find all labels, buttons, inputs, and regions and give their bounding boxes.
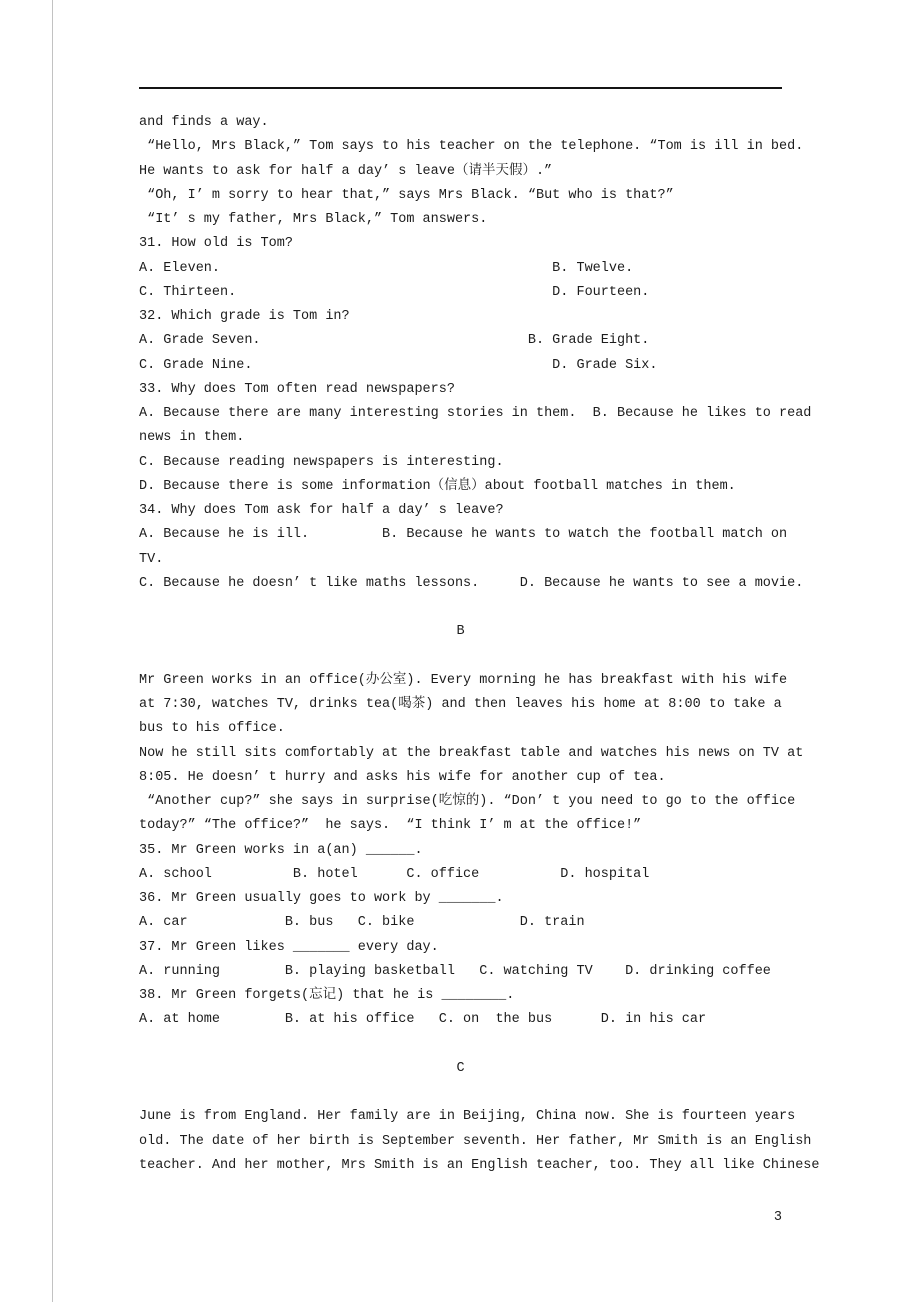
text-line: at 7:30, watches TV, drinks tea(喝茶) and then leaves his home at 8:00 to take a — [139, 697, 782, 712]
text-line: 8:05. He doesn’ t hurry and asks his wife for another cup of tea. — [139, 769, 666, 785]
text-line: TV. — [139, 551, 164, 567]
text-line: A. Because he is ill. B. Because he wants to watch the football match on — [139, 527, 788, 543]
blank-line — [139, 596, 879, 620]
text-line: 34. Why does Tom ask for half a day’ s leave? — [139, 503, 504, 518]
text-line: “Oh, I’ m sorry to hear that,” says Mrs Black. “But who is that?” — [139, 187, 674, 203]
text-line: Now he still sits comfortably at the breakfast table and watches his news on TV at — [139, 745, 804, 761]
section-heading: C — [456, 1060, 465, 1076]
text-line: C. Thirteen. D. Fourteen. — [139, 284, 650, 300]
text-line: “Hello, Mrs Black,” Tom says to his teacher on the telephone. “Tom is ill in bed. — [139, 139, 804, 155]
document-body-text — [139, 111, 879, 1178]
text-line: C. Grade Nine. D. Grade Six. — [139, 357, 658, 373]
text-line: A. Eleven. B. Twelve. — [139, 260, 634, 276]
text-line: A. Grade Seven. B. Grade Eight. — [139, 333, 650, 349]
text-line: news in them. — [139, 430, 245, 446]
blank-line — [139, 645, 879, 669]
text-line: A. at home B. at his office C. on the bus D. in his car — [139, 1012, 707, 1028]
text-line: June is from England. Her family are in Beijing, China now. She is fourteen years — [139, 1109, 796, 1125]
text-line: 38. Mr Green forgets(忘记) that he is ________. — [139, 988, 515, 1003]
text-line: 31. How old is Tom? — [139, 236, 293, 252]
text-line: 36. Mr Green usually goes to work by _______. — [139, 891, 504, 906]
text-line: 35. Mr Green works in a(an) ______. — [139, 842, 423, 858]
blank-line — [139, 1081, 879, 1105]
text-line: A. car B. bus C. bike D. train — [139, 915, 585, 931]
section-heading: B — [456, 624, 465, 640]
text-line: “It’ s my father, Mrs Black,” Tom answers. — [139, 212, 488, 227]
text-line: A. school B. hotel C. office D. hospital — [139, 866, 650, 882]
text-line: Mr Green works in an office(办公室). Every morning he has breakfast with his wife — [139, 672, 788, 688]
header-rule — [139, 87, 782, 89]
text-line: 33. Why does Tom often read newspapers? — [139, 381, 455, 397]
text-line: today?” “The office?” he says. “I think I’ m at the office!” — [139, 818, 642, 834]
text-line: “Another cup?” she says in surprise(吃惊的). “Don’ t you need to go to the office — [139, 794, 796, 809]
text-line: old. The date of her birth is September seventh. Her father, Mr Smith is an English — [139, 1133, 812, 1149]
text-line: 37. Mr Green likes _______ every day. — [139, 939, 439, 955]
text-line: A. running B. playing basketball C. watching TV D. drinking coffee — [139, 963, 771, 979]
text-line: and finds a way. — [139, 115, 269, 130]
page-edge-line — [52, 0, 53, 1302]
text-line: He wants to ask for half a day’ s leave（请半天假）.” — [139, 163, 553, 179]
text-line: 32. Which grade is Tom in? — [139, 309, 350, 324]
text-line: C. Because reading newspapers is interesting. — [139, 454, 504, 470]
page-number: 3 — [773, 1210, 782, 1225]
text-line: bus to his office. — [139, 721, 285, 737]
text-line: A. Because there are many interesting stories in them. B. Because he likes to read — [139, 406, 812, 421]
text-line: D. Because there is some information（信息）about football matches in them. — [139, 478, 736, 494]
blank-line — [139, 1033, 879, 1057]
text-line: C. Because he doesn’ t like maths lessons. D. Because he wants to see a movie. — [139, 575, 804, 591]
text-line: teacher. And her mother, Mrs Smith is an English teacher, too. They all like Chinese — [139, 1157, 820, 1173]
